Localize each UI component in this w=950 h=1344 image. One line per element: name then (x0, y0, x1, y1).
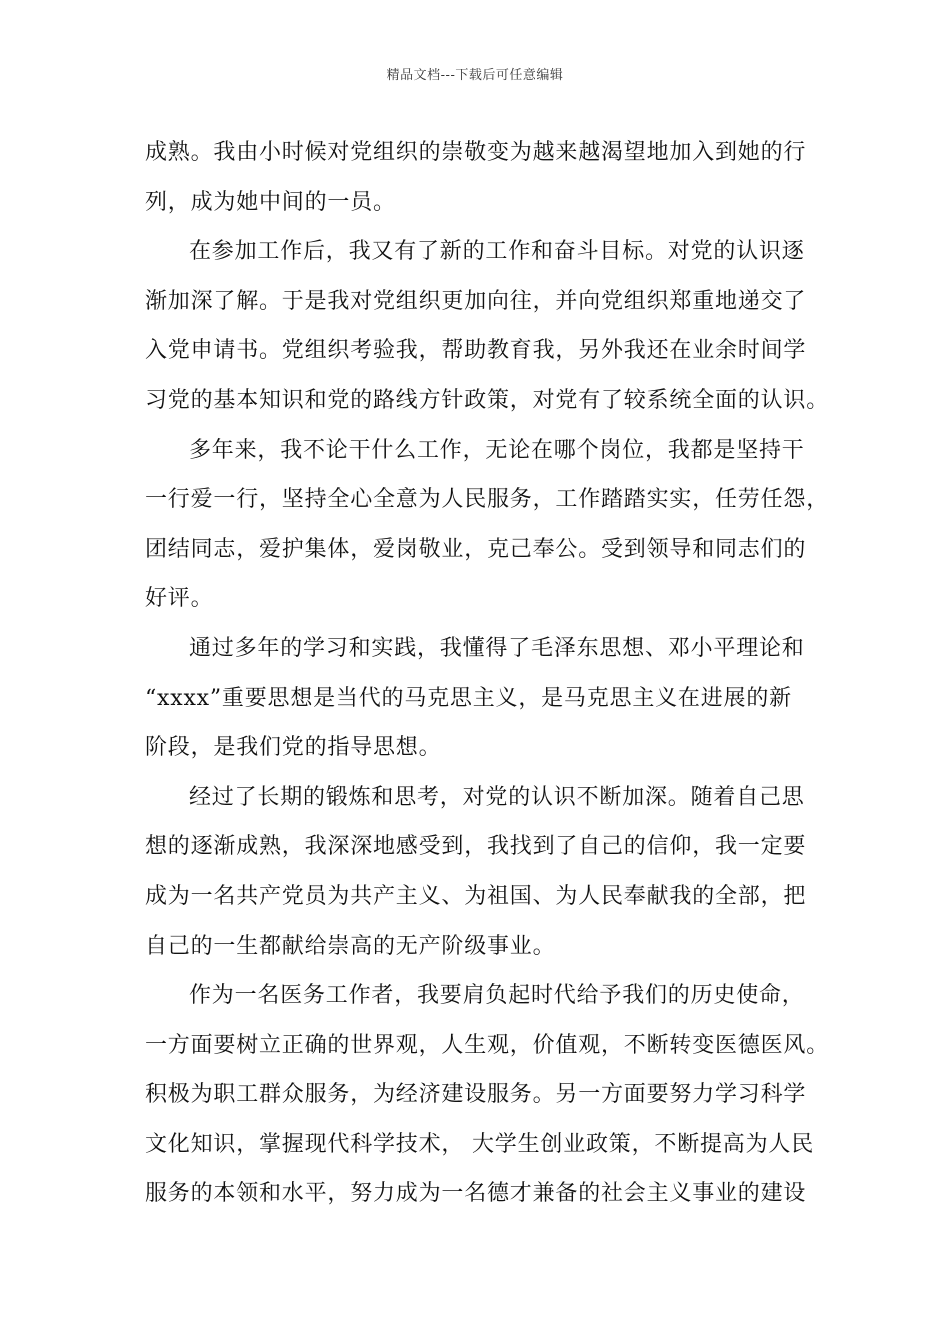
text-line: 一方面要树立正确的世界观，人生观，价值观，不断转变医德医风。 (145, 1032, 830, 1058)
paragraph-start-line: 在参加工作后，我又有了新的工作和奋斗目标。对党的认识逐 (189, 239, 805, 265)
text-line: 习党的基本知识和党的路线方针政策，对党有了较系统全面的认识。 (145, 387, 830, 413)
text-line: 积极为职工群众服务，为经济建设服务。另一方面要努力学习科学 (145, 1082, 807, 1108)
text-line: 想的逐渐成熟，我深深地感受到，我找到了自己的信仰，我一定要 (145, 834, 807, 860)
paragraph-start-line: 通过多年的学习和实践，我懂得了毛泽东思想、邓小平理论和 (189, 635, 805, 661)
text-line: 好评。 (145, 586, 214, 612)
text-line: 阶段，是我们党的指导思想。 (145, 735, 442, 761)
paragraph-start-line: 作为一名医务工作者，我要肩负起时代给予我们的历史使命， (189, 983, 805, 1009)
page-header: 精品文档---下载后可任意编辑 (386, 68, 564, 83)
body-text (145, 128, 845, 1219)
text-line: “xxxx”重要思想是当代的马克思主义，是马克思主义在进展的新 (145, 685, 792, 711)
text-line: 成为一名共产党员为共产主义、为祖国、为人民奉献我的全部，把 (145, 883, 807, 909)
paragraph-start-line: 多年来，我不论干什么工作，无论在哪个岗位，我都是坚持干 (189, 437, 805, 463)
text-line: 文化知识，掌握现代科学技术， 大学生创业政策，不断提高为人民 (145, 1131, 814, 1157)
text-line: 自己的一生都献给崇高的无产阶级事业。 (145, 933, 556, 959)
text-line: 渐加深了解。于是我对党组织更加向往，并向党组织郑重地递交了 (145, 288, 807, 314)
text-line: 入党申请书。党组织考验我，帮助教育我，另外我还在业余时间学 (145, 338, 807, 364)
text-line: 列，成为她中间的一员。 (145, 189, 396, 215)
paragraph-start-line: 经过了长期的锻炼和思考，对党的认识不断加深。随着自己思 (189, 784, 805, 810)
text-line: 成熟。我由小时候对党组织的崇敬变为越来越渴望地加入到她的行 (145, 140, 807, 165)
text-line: 一行爱一行，坚持全心全意为人民服务，工作踏踏实实，任劳任怨， (145, 487, 830, 513)
text-line: 服务的本领和水平，努力成为一名德才兼备的社会主义事业的建设 (145, 1181, 807, 1207)
text-line: 团结同志，爱护集体，爱岗敬业，克己奉公。受到领导和同志们的 (145, 536, 807, 562)
